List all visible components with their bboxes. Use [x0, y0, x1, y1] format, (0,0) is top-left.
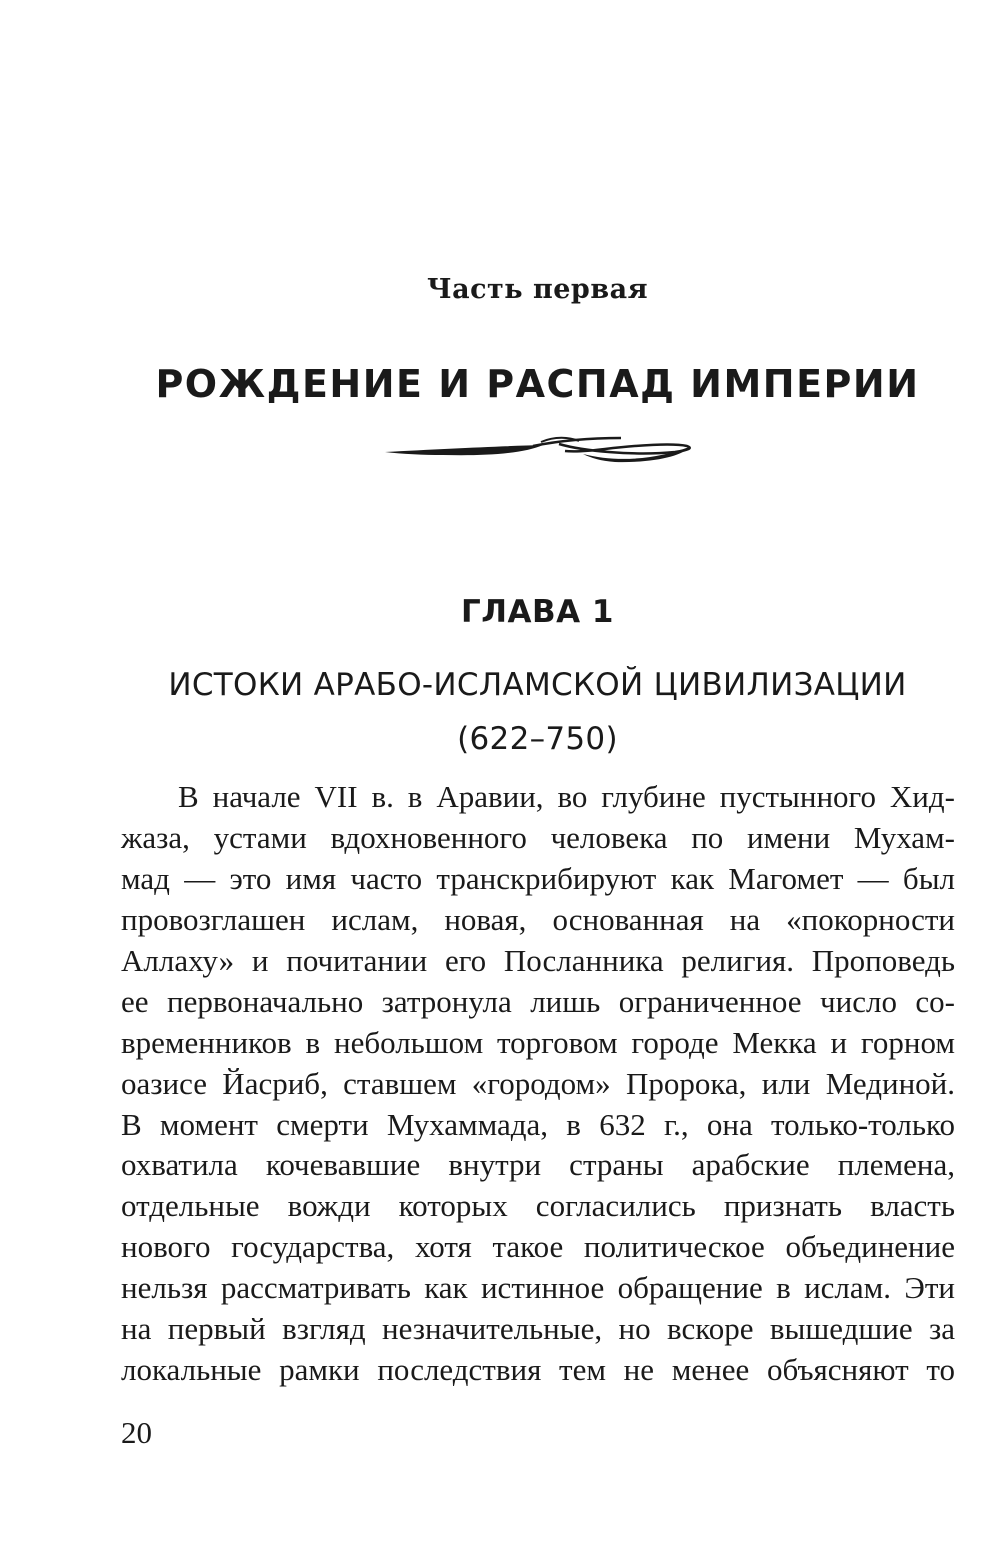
part-title: РОЖДЕНИЕ И РАСПАД ИМПЕРИИ: [155, 362, 920, 406]
chapter-label: ГЛАВА 1: [461, 594, 614, 630]
text-line: временников в небольшом торговом городе Мекка и горном: [121, 1024, 955, 1060]
text-line: оазисе Йасриб, ставшем «городом» Пророка, или Мединой.: [121, 1065, 955, 1101]
chapter-title-line: ИСТОКИ АРАБО-ИСЛАМСКОЙ ЦИВИЛИЗАЦИИ: [168, 667, 907, 703]
body-paragraph: [121, 777, 955, 1391]
text-line: провозглашен ислам, новая, основанная на «покорности: [121, 901, 955, 937]
page-number: 20: [121, 1415, 152, 1450]
flourish-divider-icon: [383, 432, 695, 470]
text-line: В начале VII в. в Аравии, во глубине пустынного Хид-: [178, 779, 955, 814]
chapter-title: [0, 658, 1000, 766]
text-line: ее первоначально затронула лишь ограниченное число со-: [121, 983, 955, 1019]
text-line: мад — это имя часто транскрибируют как Магомет — был: [121, 860, 955, 896]
text-line: нельзя рассматривать как истинное обращение в ислам. Эти: [121, 1270, 955, 1306]
text-line: В момент смерти Мухаммада, в 632 г., она только-только: [121, 1106, 955, 1142]
text-line: на первый взгляд незначительные, но вскоре вышедшие за: [121, 1311, 955, 1347]
text-line: охватила кочевавшие внутри страны арабские племена,: [121, 1147, 955, 1183]
text-line: жаза, устами вдохновенного человека по имени Мухам-: [121, 819, 955, 855]
text-line: Аллаху» и почитании его Посланника религия. Проповедь: [121, 942, 955, 978]
text-line: отдельные вожди которых согласились признать власть: [121, 1188, 955, 1224]
chapter-title-years: (622–750): [457, 721, 618, 757]
part-label: Часть первая: [426, 274, 649, 305]
text-line: нового государства, хотя такое политическое объединение: [121, 1229, 955, 1265]
text-line: локальные рамки последствия тем не менее объясняют то: [121, 1352, 955, 1388]
